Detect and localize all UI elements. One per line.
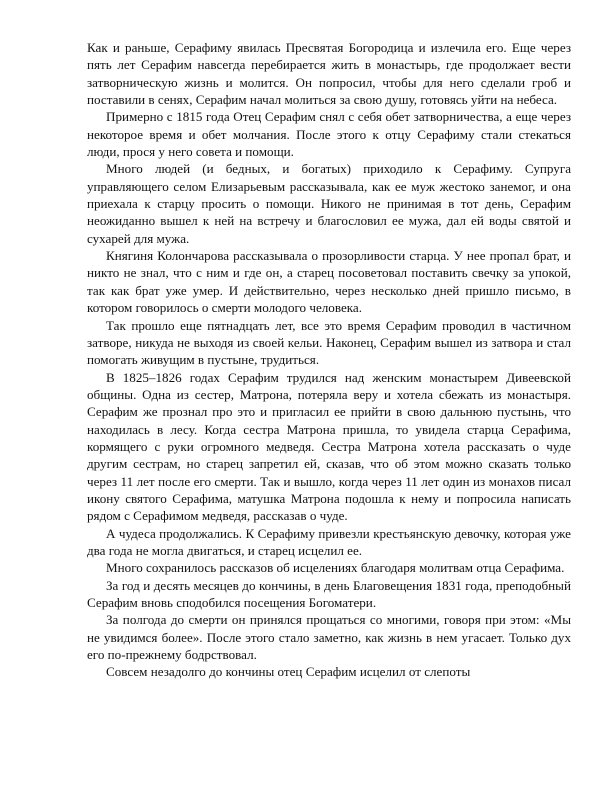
- paragraph: В 1825–1826 годах Серафим трудился над женским монастырем Дивеевской общины. Одна из сестер, Матрона, потеряла веру и хотела сбежать из монастыря. Серафим же прознал про это и пригласил ее прийти в свою дальнюю пустынь, что находилась в лесу. Когда сестра Матрона пришла, то увидела старца Серафима, кормящего с руки огромного медведя. Сестра Матрона хотела рассказать о чуде другим сестрам, но старец запретил ей, сказав, что об этом можно сказать только через 11 лет после его смерти. Так и вышло, когда через 11 лет один из монахов писал икону святого Серафима, матушка Матрона подошла к нему и попросила написать рядом с Серафимом медведя, рассказав о чуде.: [87, 369, 571, 524]
- paragraph: Много людей (и бедных, и богатых) приходило к Серафиму. Супруга управляющего селом Елизарьевым рассказывала, как ее муж жестоко занемог, и она приехала к старцу просить о помощи. Никого не принимая в тот день, Серафим неожиданно вышел к ней на встречу и благословил ее мужа, дал ей воды святой и сухарей для мужа.: [87, 161, 571, 246]
- paragraph: Как и раньше, Серафиму явилась Пресвятая Богородица и излечила его. Еще через пять лет Серафим навсегда перебирается жить в монастырь, где продолжает вести затворническую жизнь и молится. Он попросил, чтобы для него сделали гроб и поставили в сенях, Серафим начал молиться за свою душу, готовясь уйти на небеса.: [87, 40, 571, 108]
- paragraph: Примерно с 1815 года Отец Серафим снял с себя обет затворничества, а еще через некоторое время и обет молчания. После этого к отцу Серафиму стали стекаться люди, прося у него совета и помощи.: [87, 109, 571, 160]
- paragraph: За год и десять месяцев до кончины, в день Благовещения 1831 года, преподобный Серафим вновь сподобился посещения Богоматери.: [87, 577, 571, 610]
- paragraph: Так прошло еще пятнадцать лет, все это время Серафим проводил в частичном затворе, никуда не выходя из своей кельи. Наконец, Серафим вышел из затвора и стал помогать живущим в пустыне, трудиться.: [87, 317, 571, 368]
- body-text: [87, 39, 571, 681]
- paragraph: Совсем незадолго до кончины отец Серафим исцелил от слепоты: [106, 664, 471, 680]
- paragraph: За полгода до смерти он принялся прощаться со многими, говоря при этом: «Мы не увидимся более». После этого стало заметно, как жизнь в нем угасает. Только дух его по-прежнему бодрствовал.: [87, 612, 571, 663]
- paragraph: Княгиня Колончарова рассказывала о прозорливости старца. У нее пропал брат, и никто не знал, что с ним и где он, а старец посоветовал поставить свечку за упокой, так как брат уже умер. И действительно, через несколько дней пришло письмо, в котором говорилось о смерти молодого человека.: [87, 248, 571, 316]
- paragraph: Много сохранилось рассказов об исцелениях благодаря молитвам отца Серафима.: [106, 560, 565, 576]
- paragraph: А чудеса продолжались. К Серафиму привезли крестьянскую девочку, которая уже два года не могла двигаться, и старец исцелил ее.: [87, 525, 571, 558]
